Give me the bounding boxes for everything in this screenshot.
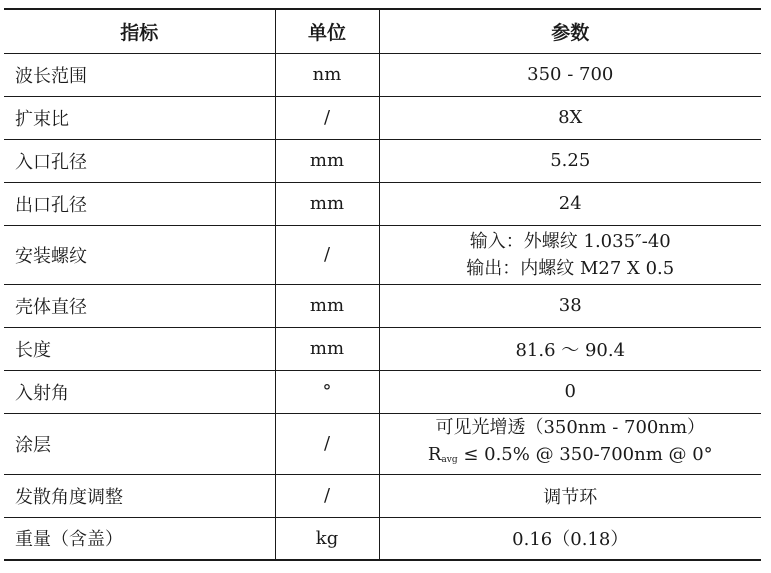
value-line-reflectance [380, 441, 762, 474]
row-value-cell: 0.16（0.18） [379, 517, 761, 560]
row-value-cell: 81.6 ～ 90.4 [379, 327, 761, 370]
table-row [4, 96, 761, 139]
table-row [4, 327, 761, 370]
row-value-cell [379, 413, 761, 474]
column-header-indicator: 指标 [4, 9, 275, 53]
row-unit-cell: / [275, 96, 379, 139]
row-unit-cell: mm [275, 139, 379, 182]
row-unit-cell: mm [275, 182, 379, 225]
row-name-cell: 入射角 [4, 370, 275, 413]
row-value-cell: 24 [379, 182, 761, 225]
row-value-cell: 0 [379, 370, 761, 413]
column-header-unit: 单位 [275, 9, 379, 53]
table-row [4, 139, 761, 182]
row-unit-cell: mm [275, 284, 379, 327]
row-name-cell: 入口孔径 [4, 139, 275, 182]
row-value-cell: 5.25 [379, 139, 761, 182]
row-value-cell: 38 [379, 284, 761, 327]
row-unit-cell: mm [275, 327, 379, 370]
table-row [4, 53, 761, 96]
row-unit-cell: kg [275, 517, 379, 560]
row-value-cell: 调节环 [379, 474, 761, 517]
table-row [4, 284, 761, 327]
row-value-cell: 350 - 700 [379, 53, 761, 96]
row-name-cell: 安装螺纹 [4, 225, 275, 284]
spec-table [4, 8, 761, 561]
column-header-parameter: 参数 [379, 9, 761, 53]
row-name-cell: 涂层 [4, 413, 275, 474]
row-unit-cell: nm [275, 53, 379, 96]
row-unit-cell: ° [275, 370, 379, 413]
row-name-cell: 扩束比 [4, 96, 275, 139]
row-name-cell: 波长范围 [4, 53, 275, 96]
table-row [4, 474, 761, 517]
ravg-symbol [428, 444, 458, 465]
table-row [4, 225, 761, 284]
row-unit-cell: / [275, 225, 379, 284]
value-line-coating: 可见光增透（350nm - 700nm） [435, 416, 706, 438]
row-name-cell: 壳体直径 [4, 284, 275, 327]
row-name-cell: 长度 [4, 327, 275, 370]
value-line-output-thread: 输出：内螺纹 M27 X 0.5 [466, 257, 675, 279]
ravg-letter: R [427, 443, 442, 465]
table-header-row [4, 9, 761, 53]
row-value-cell: 8X [379, 96, 761, 139]
row-unit-cell: / [275, 413, 379, 474]
table-row [4, 517, 761, 560]
table-row [4, 413, 761, 474]
row-unit-cell: / [275, 474, 379, 517]
row-name-cell: 出口孔径 [4, 182, 275, 225]
reflectance-text: ≤ 0.5% @ 350-700nm @ 0° [457, 443, 713, 465]
ravg-subscript: avg [441, 454, 458, 465]
row-name-cell: 发散角度调整 [4, 474, 275, 517]
row-value-cell [379, 225, 761, 284]
table-row [4, 370, 761, 413]
row-name-cell: 重量（含盖） [4, 517, 275, 560]
table-row [4, 182, 761, 225]
value-line-input-thread: 输入：外螺纹 1.035″-40 [469, 230, 671, 252]
